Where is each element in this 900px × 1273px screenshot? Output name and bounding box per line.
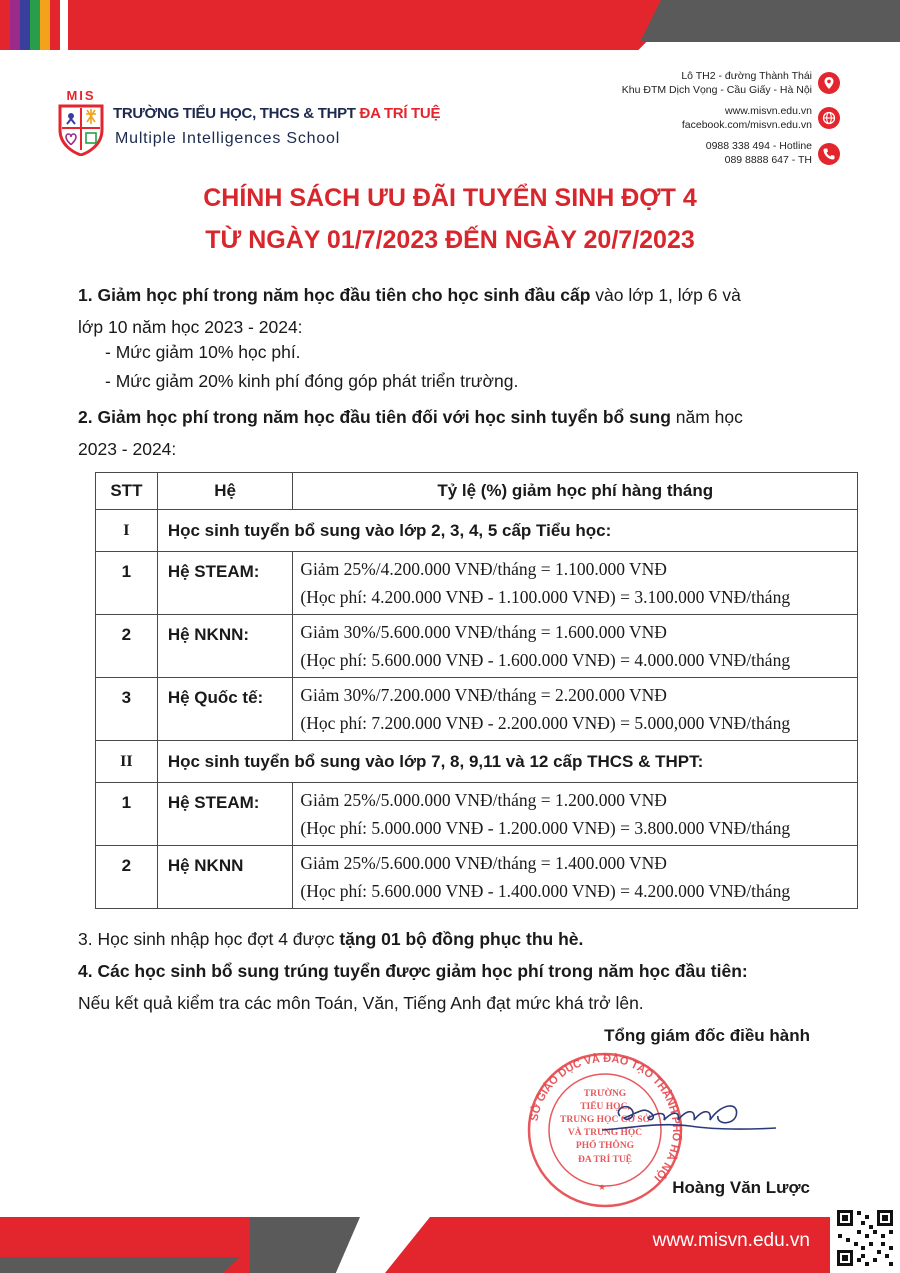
- row-stt: 2: [96, 846, 158, 909]
- globe-icon: [818, 107, 840, 129]
- row-stt: 1: [96, 552, 158, 615]
- svg-text:TRƯỜNG: TRƯỜNG: [583, 1089, 627, 1099]
- web-block: [682, 104, 812, 132]
- school-name: TRƯỜNG TIỂU HỌC, THCS & THPT ĐA TRÍ TUỆ: [113, 105, 441, 122]
- phone-block: 0988 338 494 - Hotline 089 8888 647 - TH: [705, 140, 812, 166]
- svg-text:TIỂU HỌC,: TIỂU HỌC,: [580, 1102, 630, 1112]
- section-4: 4. Các học sinh bổ sung trúng tuyển được giảm học phí trong năm học đầu tiên: Nếu kết quả kiểm tra các môn Toán, Văn, Tiếng Anh đạt mức khá trở lên.: [78, 961, 748, 1013]
- row-detail: Giảm 25%/5.000.000 VNĐ/tháng = 1.200.000 VNĐ (Học phí: 5.000.000 VNĐ - 1.200.000 VNĐ) = 3.800.000 VNĐ/tháng: [293, 783, 858, 846]
- table-row: [96, 615, 858, 678]
- svg-text:SỞ GIÁO DỤC VÀ ĐÀO TẠO THÀNH P: SỞ GIÁO DỤC VÀ ĐÀO TẠO THÀNH PHỐ HÀ NỘI: [528, 1052, 683, 1184]
- color-stripes: [0, 0, 60, 50]
- group-roman: II: [96, 741, 158, 783]
- section-2: 2. Giảm học phí trong năm học đầu tiên đối với học sinh tuyển bổ sung năm học 2023 - 2024:: [78, 407, 743, 459]
- footer-grey-strip: [0, 1257, 240, 1273]
- logo-text: MIS: [66, 88, 96, 103]
- group-title: Học sinh tuyển bổ sung vào lớp 2, 3, 4, 5 cấp Tiểu học:: [157, 510, 857, 552]
- row-detail: Giảm 30%/7.200.000 VNĐ/tháng = 2.200.000 VNĐ (Học phí: 7.200.000 VNĐ - 2.200.000 VNĐ) = 5.000,000 VNĐ/tháng: [293, 678, 858, 741]
- header-grey-band: [640, 0, 900, 42]
- group-roman: I: [96, 510, 158, 552]
- qr-code-icon[interactable]: [834, 1207, 896, 1269]
- website-link[interactable]: www.misvn.edu.vn: [725, 105, 812, 117]
- location-pin-icon: [818, 72, 840, 94]
- row-system: Hệ Quốc tế:: [157, 678, 293, 741]
- school-logo-icon: [58, 104, 104, 156]
- page-title: CHÍNH SÁCH ƯU ĐÃI TUYỂN SINH ĐỢT 4: [203, 184, 697, 212]
- header-discount-rate: Tỷ lệ (%) giảm học phí hàng tháng: [293, 473, 858, 510]
- header-stt: STT: [96, 473, 158, 510]
- section-1: 1. Giảm học phí trong năm học đầu tiên cho học sinh đầu cấp vào lớp 1, lớp 6 và lớp 10 năm học 2023 - 2024:: [78, 285, 741, 337]
- page-subtitle-dates: TỪ NGÀY 01/7/2023 ĐẾN NGÀY 20/7/2023: [205, 226, 695, 254]
- footer-website-link[interactable]: www.misvn.edu.vn: [652, 1230, 810, 1251]
- row-detail: Giảm 30%/5.600.000 VNĐ/tháng = 1.600.000 VNĐ (Học phí: 5.600.000 VNĐ - 1.600.000 VNĐ) = 4.000.000 VNĐ/tháng: [293, 615, 858, 678]
- row-detail: Giảm 25%/4.200.000 VNĐ/tháng = 1.100.000 VNĐ (Học phí: 4.200.000 VNĐ - 1.100.000 VNĐ) = 3.100.000 VNĐ/tháng: [293, 552, 858, 615]
- header-red-band: [68, 0, 688, 50]
- group-row: [96, 510, 858, 552]
- section-1-bullet-2: - Mức giảm 20% kinh phí đóng góp phát triển trường.: [105, 371, 519, 391]
- svg-text:TRUNG HỌC CƠ SỞ: TRUNG HỌC CƠ SỞ: [560, 1115, 650, 1125]
- section-1-bullet-1: - Mức giảm 10% học phí.: [105, 342, 301, 362]
- footer-banner: [0, 1217, 900, 1273]
- row-detail: Giảm 25%/5.600.000 VNĐ/tháng = 1.400.000 VNĐ (Học phí: 5.600.000 VNĐ - 1.400.000 VNĐ) = 4.200.000 VNĐ/tháng: [293, 846, 858, 909]
- table-row: [96, 552, 858, 615]
- handwritten-signature: [600, 1092, 780, 1142]
- table-header-row: [96, 473, 858, 510]
- group-title: Học sinh tuyển bổ sung vào lớp 7, 8, 9,11 và 12 cấp THCS & THPT:: [157, 741, 857, 783]
- svg-text:PHỔ THÔNG: PHỔ THÔNG: [575, 1141, 635, 1151]
- signatory-title: Tổng giám đốc điều hành: [604, 1026, 810, 1045]
- row-system: Hệ NKNN:: [157, 615, 293, 678]
- table-row: [96, 846, 858, 909]
- row-stt: 2: [96, 615, 158, 678]
- row-system: Hệ STEAM:: [157, 552, 293, 615]
- row-system: Hệ STEAM:: [157, 783, 293, 846]
- tuition-discount-table: [95, 472, 858, 909]
- top-banner: [0, 0, 900, 50]
- facebook-link[interactable]: facebook.com/misvn.edu.vn: [681, 119, 812, 131]
- row-system: Hệ NKNN: [157, 846, 293, 909]
- table-row: [96, 783, 858, 846]
- table-row: [96, 678, 858, 741]
- svg-text:VÀ TRUNG HỌC: VÀ TRUNG HỌC: [567, 1128, 643, 1138]
- phone-icon: [818, 143, 840, 165]
- row-stt: 3: [96, 678, 158, 741]
- section-3: 3. Học sinh nhập học đợt 4 được tặng 01 bộ đồng phục thu hè.: [78, 929, 584, 949]
- group-row: [96, 741, 858, 783]
- svg-text:ĐA TRÍ TUỆ: ĐA TRÍ TUỆ: [577, 1155, 633, 1165]
- header-system: Hệ: [157, 473, 293, 510]
- school-name-english: Multiple Intelligences School: [115, 130, 341, 147]
- row-stt: 1: [96, 783, 158, 846]
- signatory-name: Hoàng Văn Lược: [672, 1178, 810, 1197]
- address-block: Lô TH2 - đường Thành Thái Khu ĐTM Dịch Vọng - Cầu Giấy - Hà Nội: [621, 70, 812, 96]
